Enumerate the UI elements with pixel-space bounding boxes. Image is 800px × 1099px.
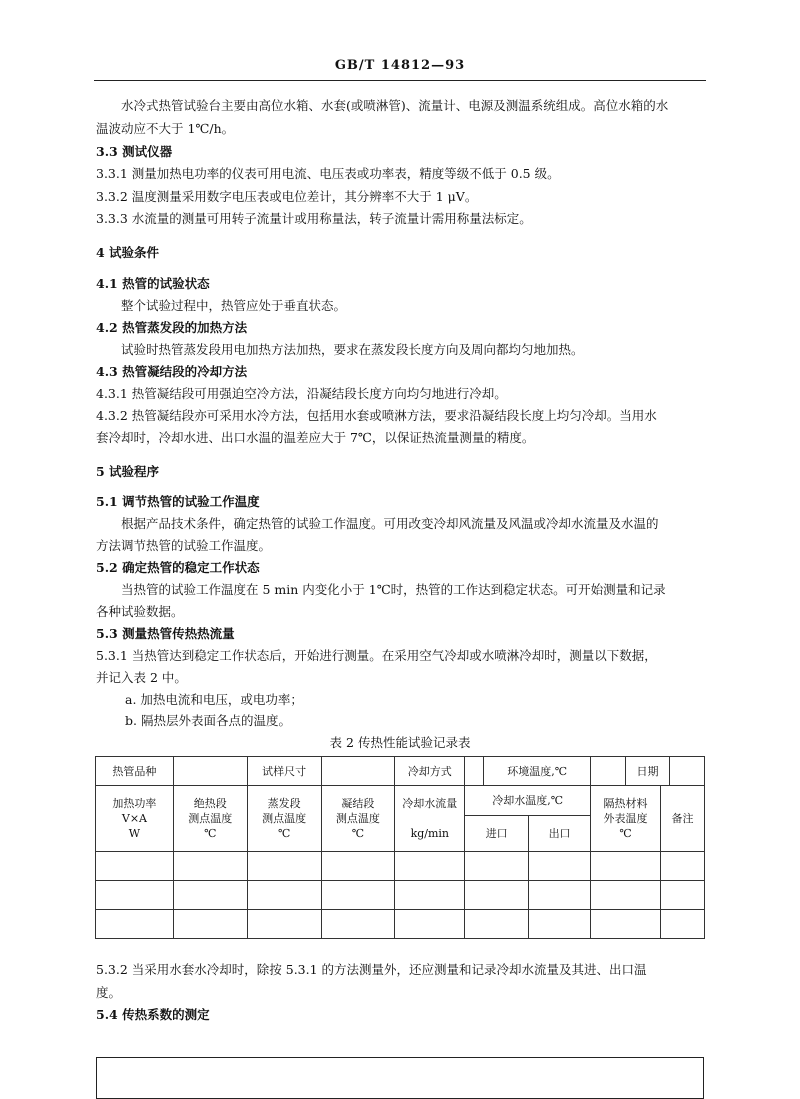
section-heading: 5.2 确定热管的稳定工作状态 [96, 560, 260, 575]
section-heading: 3.3 测试仪器 [96, 144, 173, 159]
paragraph-line: 根据产品技术条件，确定热管的试验工作温度。可用改变冷却风流量及风温或冷却水流量及水温的 [121, 516, 659, 531]
blank-cell [173, 757, 247, 786]
header-cell-text: 环境温度,℃ [507, 764, 568, 778]
clause: 5.3.2 当采用水套水冷却时，除按 5.3.1 的方法测量外，还应测量和记录冷却水流量及其进、出口温 [96, 962, 647, 977]
paragraph-line: 试验时热管蒸发段用电加热方法加热，要求在蒸发段长度方向及周向都均匀地加热。 [121, 342, 584, 357]
chapter-heading: 5 试验程序 [96, 464, 160, 479]
header-cell: 加热功率 V×A W [96, 786, 174, 852]
header-cell: 蒸发段 测点温度 ℃ [247, 786, 321, 852]
clause: 4.3.1 热管凝结段可用强迫空冷方法，沿凝结段长度方向均匀地进行冷却。 [96, 386, 507, 401]
paragraph-line: 度。 [96, 985, 122, 1000]
list-item: b. 隔热层外表面各点的温度。 [125, 713, 291, 728]
header-cell: 备注 [660, 786, 704, 852]
section-heading: 5.3 测量热管传热热流量 [96, 626, 235, 641]
header-cell-text: 试样尺寸 [248, 757, 322, 785]
paragraph-line: 套冷却时，冷却水进、出口水温的温差应大于 7℃，以保证热流量测量的精度。 [96, 430, 535, 445]
header-cell: 冷却水流量 kg/min [395, 786, 465, 852]
section-heading: 5.4 传热系数的测定 [96, 1007, 210, 1022]
header-cell: 进口 [465, 816, 529, 852]
next-page-frame [96, 1057, 704, 1099]
header-cell-text: 日期 [626, 757, 670, 785]
paragraph-line: 方法调节热管的试验工作温度。 [96, 538, 272, 553]
header-cell [465, 757, 591, 786]
paragraph-line: 水冷式热管试验台主要由高位水箱、水套(或喷淋管)、流量计、电源及测温系统组成。高位水箱的水 [121, 98, 669, 113]
table-row [96, 757, 705, 786]
chapter-heading: 4 试验条件 [96, 245, 160, 260]
table-row [96, 881, 705, 910]
table-row [96, 910, 705, 939]
header-cell: 凝结段 测点温度 ℃ [321, 786, 395, 852]
header-cell: 绝热段 测点温度 ℃ [173, 786, 247, 852]
clause: 5.3.1 当热管达到稳定工作状态后，开始进行测量。在采用空气冷却或水喷淋冷却时，测量以下数据， [96, 648, 657, 663]
header-cell: 热管品种 [96, 757, 174, 786]
clause: 3.3.1 测量加热电功率的仪表可用电流、电压表或功率表，精度等级不低于 0.5 级。 [96, 166, 560, 181]
paragraph-line: 温波动应不大于 1℃/h。 [96, 121, 235, 136]
section-heading: 4.1 热管的试验状态 [96, 276, 210, 291]
section-heading: 4.3 热管凝结段的冷却方法 [96, 364, 248, 379]
clause: 4.3.2 热管凝结段亦可采用水冷方法，包括用水套或喷淋方法，要求沿凝结段长度上均匀冷却。当用水 [96, 408, 657, 423]
paragraph-line: 并记入表 2 中。 [96, 670, 187, 685]
header-cell: 隔热材料 外表温度 ℃ [591, 786, 661, 852]
table-row [96, 786, 705, 816]
header-cell: 出口 [529, 816, 591, 852]
header-cell [591, 757, 705, 786]
standard-code-header: GB/T 14812—93 [334, 58, 466, 73]
paragraph-line: 各种试验数据。 [96, 604, 184, 619]
table-caption: 表 2 传热性能试验记录表 [329, 735, 471, 750]
header-rule [94, 80, 706, 81]
header-cell: 冷却水温度,℃ [465, 786, 591, 816]
section-heading: 5.1 调节热管的试验工作温度 [96, 494, 260, 509]
paragraph-line: 整个试验过程中，热管应处于垂直状态。 [121, 298, 347, 313]
clause: 3.3.2 温度测量采用数字电压表或电位差计，其分辨率不大于 1 μV。 [96, 189, 478, 204]
clause: 3.3.3 水流量的测量可用转子流量计或用称量法，转子流量计需用称量法标定。 [96, 211, 532, 226]
paragraph-line: 当热管的试验工作温度在 5 min 内变化小于 1℃时，热管的工作达到稳定状态。可开始测量和记录 [121, 582, 666, 597]
header-cell [247, 757, 395, 786]
header-cell: 冷却方式 [395, 757, 465, 786]
section-heading: 4.2 热管蒸发段的加热方法 [96, 320, 248, 335]
list-item: a. 加热电流和电压，或电功率； [125, 692, 303, 707]
table-row [96, 852, 705, 881]
record-table [95, 756, 705, 939]
